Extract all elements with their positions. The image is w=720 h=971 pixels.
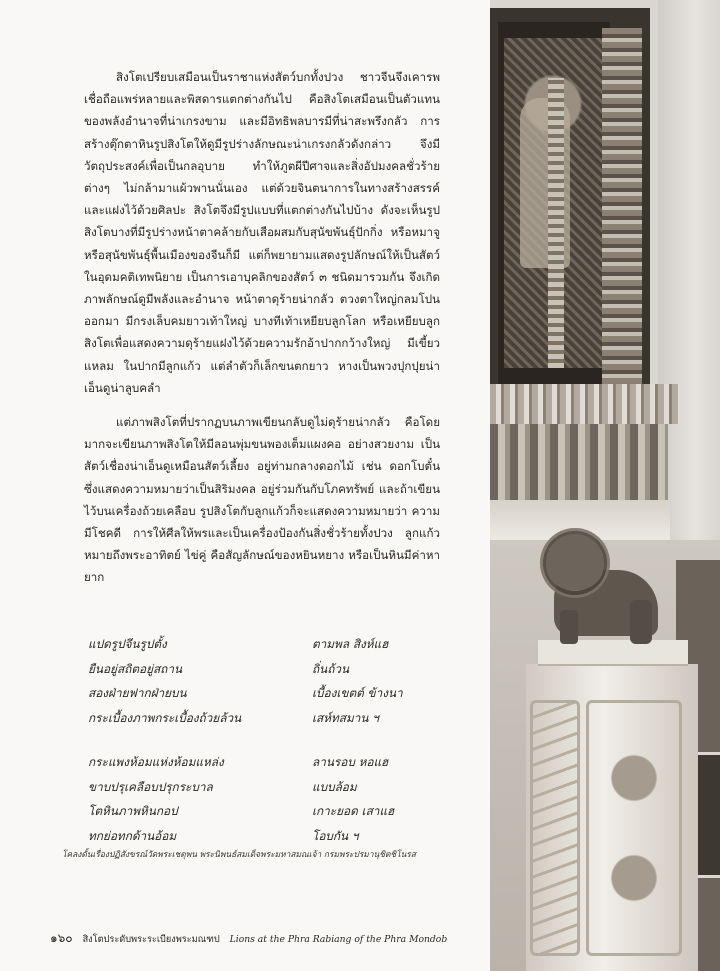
- poem-line: [88, 706, 418, 731]
- poem-line-right: โอบกัน ฯ: [312, 828, 359, 843]
- poem-line-right: ตามพล สิงห์แฮ: [312, 637, 389, 651]
- poem-line-left: สองฝ่ายฟากฝ่ายบน: [88, 686, 187, 700]
- footer-english-title: Lions at the Phra Rabiang of the Phra Mondob: [229, 934, 448, 945]
- poem-line-right: ลานรอบ หอแฮ: [312, 755, 389, 769]
- door-strip: [548, 78, 564, 368]
- poem-line-right: เกาะยอด เสาแฮ: [312, 804, 395, 818]
- pedestal-top: [538, 640, 688, 666]
- stone-lion-head: [546, 534, 604, 590]
- poem-line: [88, 775, 418, 800]
- carved-panel-left: [530, 700, 580, 956]
- cornice: [490, 384, 680, 424]
- poem-line-right: เสห์ทสมาน ฯ: [312, 710, 379, 725]
- poem-stanza-1: [88, 632, 418, 730]
- stone-lion-leg: [630, 600, 652, 644]
- poem-line: [88, 632, 418, 657]
- poem-line-right: แบบล้อม: [312, 779, 357, 794]
- body-text: [84, 66, 440, 589]
- poem-line: [88, 824, 418, 849]
- poem-stanza-2: [88, 750, 418, 848]
- paragraph-1: สิงโตเปรียบเสมือนเป็นราชาแห่งสัตว์บกทั้งปวง ชาวจีนจึงเคารพเชื่อถือแพร่หลายและพิสดารแตกต่างกันไป คือสิงโตเสมือนเป็นตัวแทนของพลังอำนาจที่น่าเกรงขาม และมีอิทธิพลบารมีที่น่าสะพรึงกลัว การสร้างตุ๊กตาหินรูปสิงโตให้ดูมีรูปร่างลักษณะน่าเกรงกลัวดังกล่าว จึงมีวัตถุประสงค์เพื่อเป็นกลอุบาย ทำให้ภูตผีปีศาจและสิ่งอัปมงคลชั่วร้ายต่างๆ ไม่กล้ามาแผ้วพานนั่นเอง แต่ด้วยจินตนาการในทางสร้างสรรค์ และแฝงไว้ด้วยศิลปะ สิงโตจึงมีรูปแบบที่แตกต่างกันไปบ้าง ดังจะเห็นรูปสิงโตบางที่มีรูปร่างหน้าตาคล้ายกับเสือผสมกับสุนัขพันธุ์ปักกิ่ง หรือหมาจู หรือสุนัขพันธุ์พื้นเมืองของจีนก็มี แต่ก็พยายามแสดงรูปลักษณ์ให้เป็นสัตว์ในอุดมคติเทพนิยาย เป็นการเอาบุคลิกของสัตว์ ๓ ชนิดมารวมกัน จึงเกิดภาพลักษณ์ดูมีพลังและอำนาจ หน้าตาดุร้ายน่ากลัว ตวงตาใหญ่กลมโปนออกมา มีกรงเล็บคมยาวเท้าใหญ่ บางทีเท้าเหยียบลูกโลก หรือเหยียบลูกสิงโตเพื่อแสดงความดุร้ายแฝงไว้ด้วยความรักอ้าปากกว้างใหญ่ มีเขี้ยวแหลม ในปากมีลูกแก้ว แต่ลำตัวก็เล็กขนตกยาว หางเป็นพวงปุกปุยน่าเอ็นดูน่าลูบคลำ: [84, 70, 440, 395]
- poem-line-left: แปดรูปจีนรูปตั้ง: [88, 637, 167, 651]
- stone-lion-leg: [560, 610, 578, 644]
- poem-line-right: ถิ่นถ้วน: [312, 661, 350, 676]
- poem-line-left: ขาบปรุเคลือบปรุกระบาล: [88, 779, 213, 794]
- poem-line: [88, 750, 418, 775]
- poem-line-left: ทกย่อทกด้านอ้อม: [88, 828, 177, 843]
- poem-line: [88, 657, 418, 682]
- poem-line-left: ยืนอยู่สถิตอยู่สถาน: [88, 661, 183, 676]
- window-frame: [490, 8, 650, 396]
- page-footer: [50, 929, 447, 948]
- ornamental-trim: [602, 28, 642, 398]
- poem-line-left: กระเบื้องภาพกระเบื้องถ้วยล้วน: [88, 710, 242, 725]
- poem-line-right: เบื้องเขตต์ ข้างนา: [312, 686, 403, 700]
- carved-panel-right: [586, 700, 682, 956]
- poem-line-left: โตหินภาพหินกอป: [88, 804, 178, 818]
- poem-line-left: กระแพงห้อมแห่งห้อมแหล่ง: [88, 755, 224, 769]
- temple-lion-photo: [490, 0, 720, 971]
- footer-thai-title: สิงโตประดับพระระเบียงพระมณฑป: [82, 934, 220, 945]
- paragraph-2: แต่ภาพสิงโตที่ปรากฏบนภาพเขียนกลับดูไม่ดุร้ายน่ากลัว คือโดยมากจะเขียนภาพสิงโตให้มีลอนพุ่มขนพองเต็มแผงคอ อย่างสวยงาม เป็นสัตว์เชื่องน่าเอ็นดูเหมือนสัตว์เลี้ยง อยู่ท่ามกลางดอกไม้ เช่น ดอกโบตั๋น ซึ่งแสดงความหมายว่าเป็นสิริมงคล อยู่ร่วมกันกับโภคทรัพย์ และถ้าเขียนไว้บนเครื่องถ้วยเคลือบ รูปสิงโตกับลูกแก้วก็จะแสดงความหมายว่า ความมีโชคดี การให้ศีลให้พรและเป็นเครื่องป้องกันสิ่งชั่วร้ายทั้งปวง ลูกแก้วหมายถึงพระอาทิตย์ ไข่คู่ คือสัญลักษณ์ของหยินหยาง หรือเป็นหินมีค่าหายาก: [84, 415, 440, 585]
- poem-line: [88, 799, 418, 824]
- poem-source-note: โคลงดั้นเรื่องปฏิสังขรณ์วัดพระเชตุพน พระนิพนธ์สมเด็จพระมหาสมณเจ้า กรมพระปรมานุชิตชิโนรส: [62, 849, 416, 859]
- poem-line: [88, 681, 418, 706]
- page-number: ๑๖๐: [50, 931, 73, 945]
